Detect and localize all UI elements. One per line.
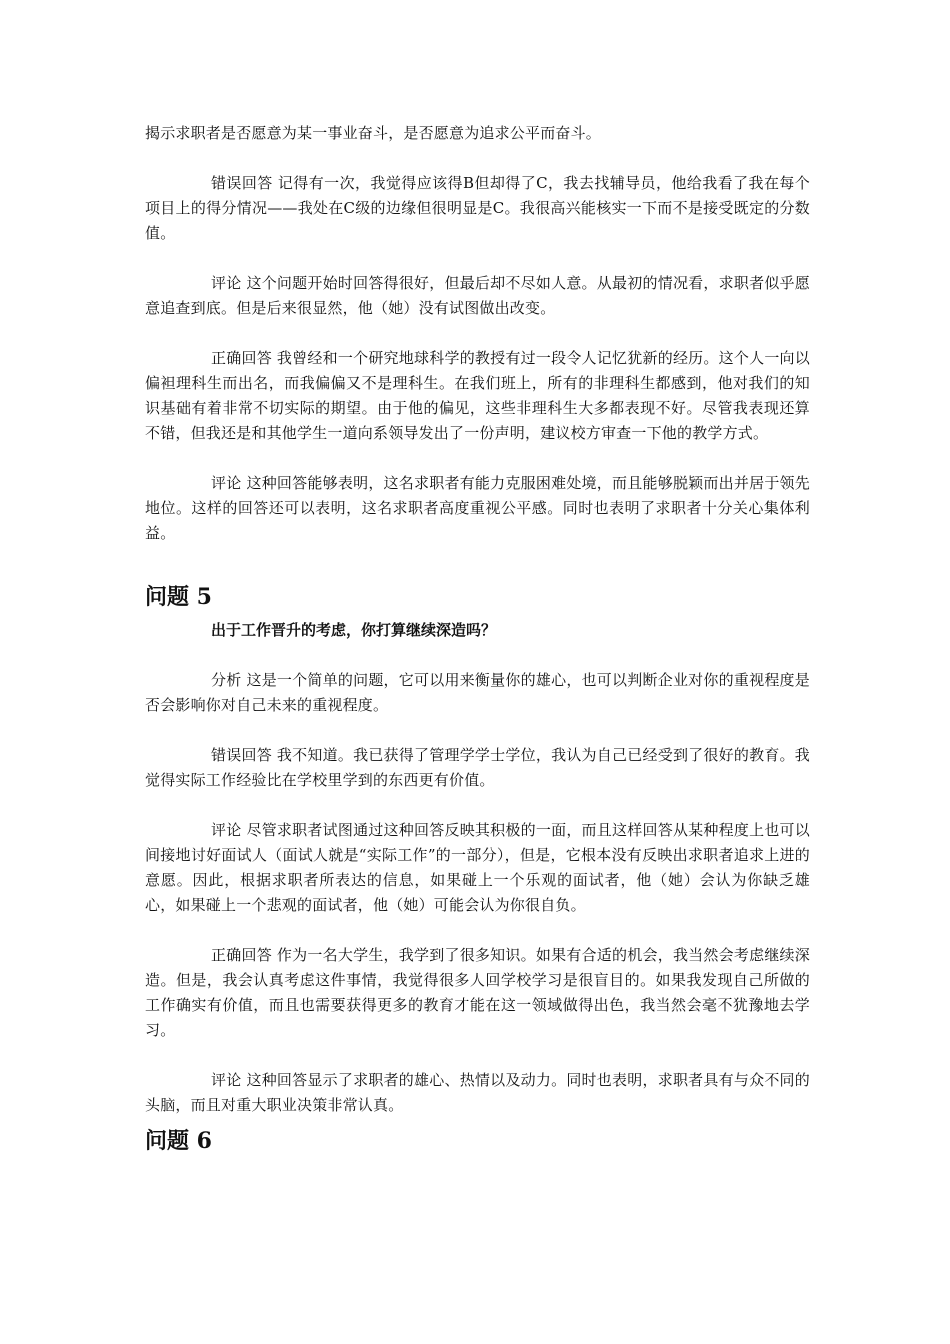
paragraph-wrong-answer: 错误回答 记得有一次，我觉得应该得B但却得了C，我去找辅导员，他给我看了我在每个项目上的得分情况——我处在C级的边缘但很明显是C。我很高兴能核实一下而不是接受既定的分数值。 xyxy=(145,174,810,242)
paragraph-comment: 评论 这种回答显示了求职者的雄心、热情以及动力。同时也表明，求职者具有与众不同的头脑，而且对重大职业决策非常认真。 xyxy=(145,1071,810,1114)
paragraph-analysis: 分析 这是一个简单的问题，它可以用来衡量你的雄心，也可以判断企业对你的重视程度是否会影响你对自己未来的重视程度。 xyxy=(145,671,810,714)
section-gap xyxy=(145,546,810,582)
paragraph-right-answer: 正确回答 我曾经和一个研究地球科学的教授有过一段令人记忆犹新的经历。这个人一向以偏袒理科生而出名，而我偏偏又不是理科生。在我们班上，所有的非理科生都感到，他对我们的知识基础有着非常不切实际的期望。由于他的偏见，这些非理科生大多都表现不好。尽管我表现还算不错，但我还是和其他学生一道向系领导发出了一份声明，建议校方审查一下他的教学方式。 xyxy=(145,349,810,442)
paragraph-comment: 评论 这种回答能够表明，这名求职者有能力克服困难处境，而且能够脱颖而出并居于领先地位。这样的回答还可以表明，这名求职者高度重视公平感。同时也表明了求职者十分关心集体利益。 xyxy=(145,474,810,542)
paragraph-continuation: 揭示求职者是否愿意为某一事业奋斗，是否愿意为追求公平而奋斗。 xyxy=(145,124,602,142)
paragraph-right-answer: 正确回答 作为一名大学生，我学到了很多知识。如果有合适的机会，我当然会考虑继续深造。但是，我会认真考虑这件事情，我觉得很多人回学校学习是很盲目的。如果我发现自己所做的工作确实有价值，而且也需要获得更多的教育才能在这一领域做得出色，我当然会毫不犹豫地去学习。 xyxy=(145,946,810,1039)
paragraph-gap xyxy=(145,1043,810,1068)
paragraph-wrong-answer: 错误回答 我不知道。我已获得了管理学学士学位，我认为自己已经受到了很好的教育。我觉得实际工作经验比在学校里学到的东西更有价值。 xyxy=(145,746,810,789)
paragraph-gap xyxy=(145,718,810,743)
question-6-heading: 问题 6 xyxy=(145,1128,212,1154)
paragraph-gap xyxy=(145,321,810,346)
paragraph-comment: 评论 尽管求职者试图通过这种回答反映其积极的一面，而且这样回答从某种程度上也可以间接地讨好面试人（面试人就是“实际工作”的一部分），但是，它根本没有反映出求职者追求上进的意愿。因此，根据求职者所表达的信息，如果碰上一个乐观的面试者，他（她）会认为你缺乏雄心，如果碰上一个悲观的面试者，他（她）可能会认为你很自负。 xyxy=(145,821,810,914)
paragraph-gap xyxy=(145,918,810,943)
paragraph-gap xyxy=(145,446,810,471)
paragraph-comment: 评论 这个问题开始时回答得很好，但最后却不尽如人意。从最初的情况看，求职者似乎愿意追查到底。但是后来很显然，他（她）没有试图做出改变。 xyxy=(145,274,810,317)
paragraph-gap xyxy=(145,793,810,818)
question-5-text: 出于工作晋升的考虑，你打算继续深造吗？ xyxy=(211,621,497,639)
question-5-heading: 问题 5 xyxy=(145,584,212,610)
paragraph-gap xyxy=(145,643,810,668)
paragraph-gap xyxy=(145,246,810,271)
paragraph-gap xyxy=(145,146,810,171)
document-page xyxy=(145,121,810,1156)
